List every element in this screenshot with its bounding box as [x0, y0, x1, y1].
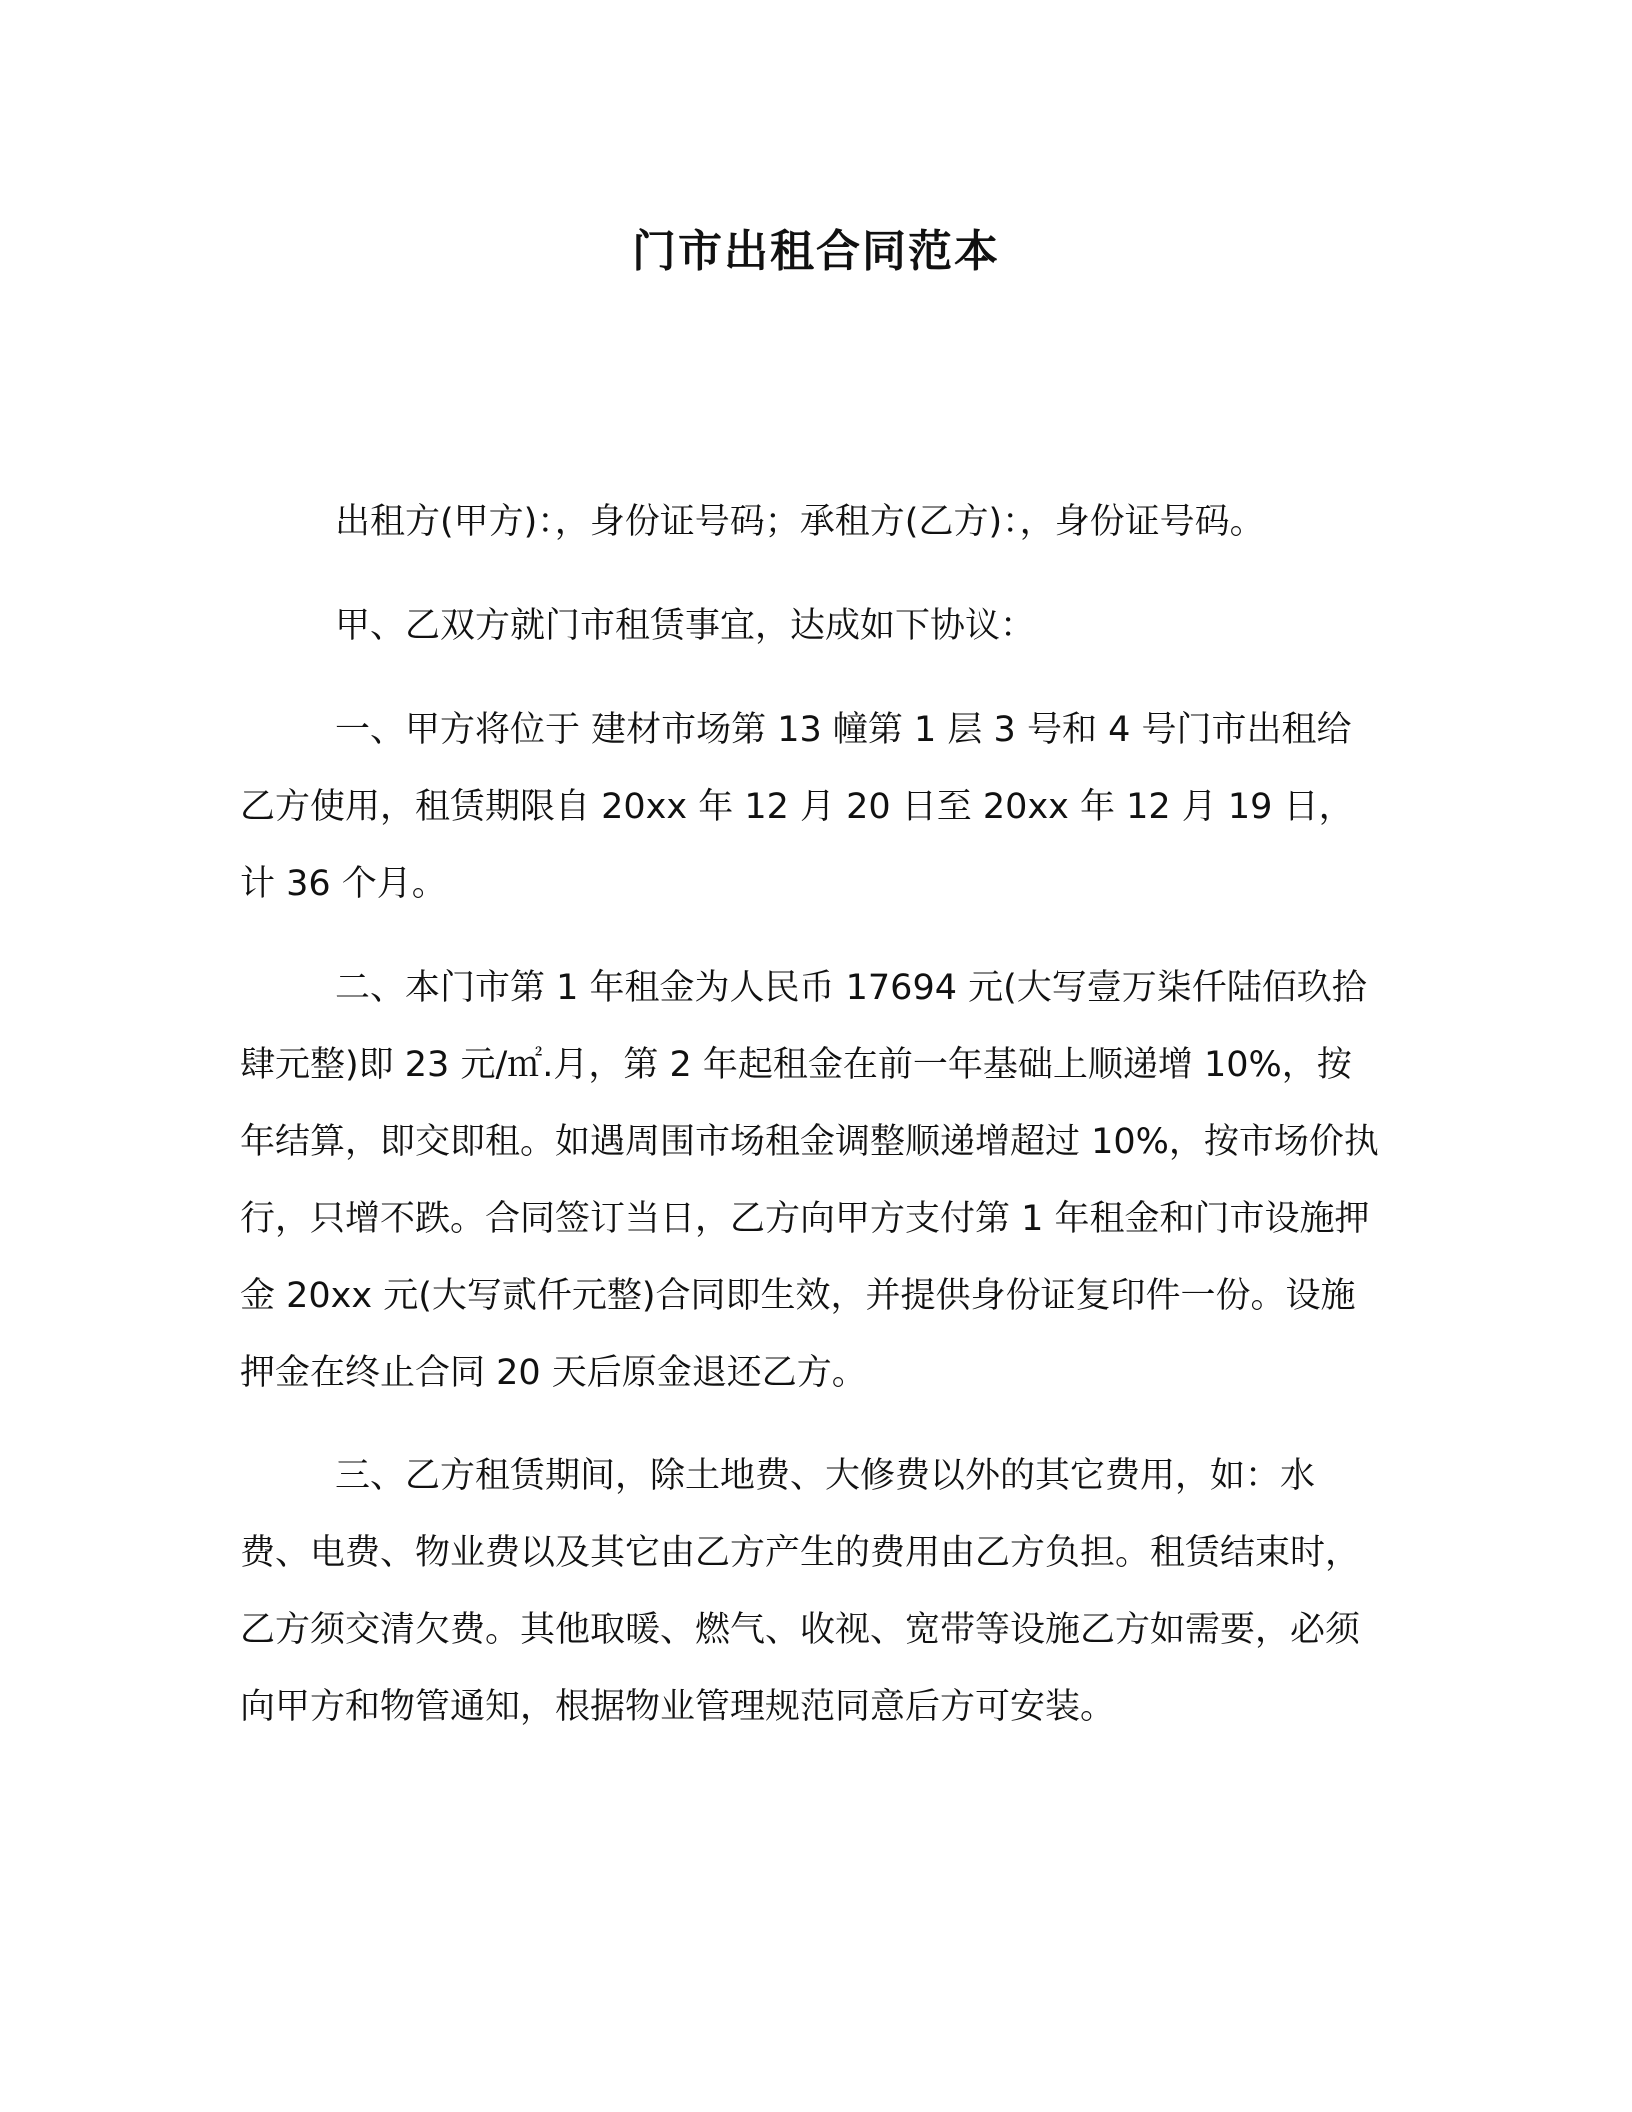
clause-1-paragraph: 一、甲方将位于 建材市场第 13 幢第 1 层 3 号和 4 号门市出租给乙方使用，租赁期限自 20xx 年 12 月 20 日至 20xx 年 12 月 19 日，计 36 个月。 [240, 710, 1354, 904]
document-title: 门市出租合同范本 [632, 226, 1000, 277]
clause-3-paragraph: 三、乙方租赁期间，除土地费、大修费以外的其它费用，如：水费、电费、物业费以及其它由乙方产生的费用由乙方负担。租赁结束时，乙方须交清欠费。其他取暖、燃气、收视、宽带等设施乙方如需要，必须向甲方和物管通知，根据物业管理规范同意后方可安装。 [240, 1456, 1361, 1727]
clause-2-paragraph: 二、本门市第 1 年租金为人民币 17694 元(大写壹万柒仟陆佰玖拾肆元整)即 23 元/㎡.月，第 2 年起租金在前一年基础上顺递增 10%，按年结算，即交即租。如遇周围市场租金调整顺递增超过 10%，按市场价执行，只增不跌。合同签订当日，乙方向甲方支付第 1 年租金和门市设施押金 20xx 元(大写贰仟元整)合同即生效，并提供身份证复印件一份。设施押金在终止合同 20 天后原金退还乙方。 [240, 968, 1379, 1393]
parties-paragraph: 出租方(甲方)：，身份证号码；承租方(乙方)：，身份证号码。 [335, 502, 1265, 542]
agreement-intro-paragraph: 甲、乙双方就门市租赁事宜，达成如下协议： [335, 606, 1036, 646]
